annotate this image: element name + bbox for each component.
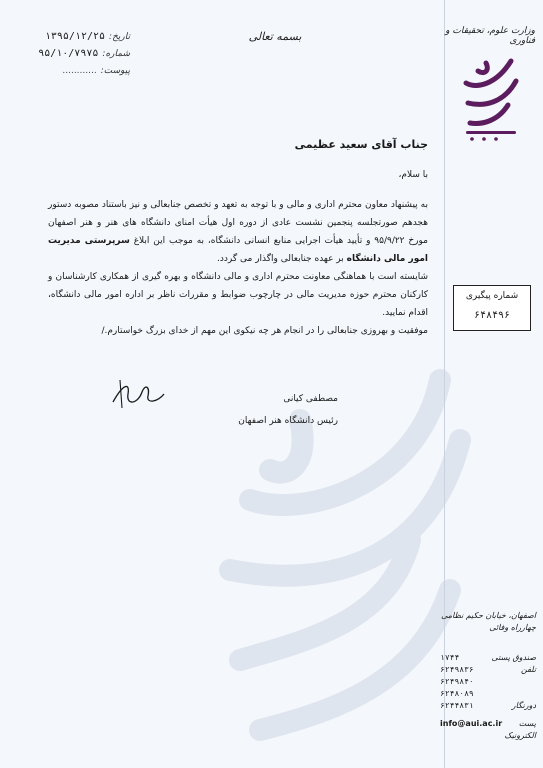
number-label: شماره: — [102, 48, 130, 59]
university-logo — [456, 55, 528, 145]
handwritten-signature — [108, 374, 168, 414]
pobox-row — [440, 652, 536, 664]
followup-label: شماره پیگیری — [465, 291, 519, 301]
email-link[interactable]: info@aui.ac.ir — [440, 719, 503, 728]
phone-3: ۶۲۴۸۰۸۹ — [440, 689, 474, 698]
letter-body — [48, 130, 428, 340]
address-line-1: اصفهان، خیابان حکیم نظامی — [441, 611, 536, 620]
pobox-label: صندوق پستی — [491, 653, 536, 662]
letter-metadata — [10, 28, 130, 79]
greeting: با سلام، — [398, 170, 428, 180]
email-row — [440, 718, 536, 742]
followup-number-box — [453, 285, 531, 331]
paragraph-appointment-end: بر عهده جنابعالی واگذار می گردد. — [217, 254, 347, 264]
date-value: ۱۳۹۵/۱۲/۲۵ — [44, 31, 106, 42]
signer-title: رئیس دانشگاه هنر اصفهان — [238, 416, 338, 426]
address-line-2: چهارراه وفائی — [489, 623, 536, 632]
email-label: پست الکترونیک — [504, 719, 536, 740]
paragraph-appointment-text: به پیشنهاد معاون محترم اداری و مالی و با توجه به تعهد و تخصص جنابعالی و نیز باستناد مصوبه دستور هجدهم صورتجلسه پنجمین نشست عادی از دوره اول هیأت امنای دانشگاه های هنر و هنر اصفهان مورخ ۹۵/۹/۲۲ و تأیید هیأت اجرایی منابع انسانی دانشگاه، به موجب این ابلاغ — [48, 200, 428, 246]
fax-label: دورنگار — [511, 701, 536, 710]
number-row — [10, 45, 130, 62]
date-label: تاریخ: — [109, 31, 130, 42]
attachment-dots: ............ — [62, 65, 97, 76]
phone-1: ۶۲۴۹۸۳۶ — [440, 665, 474, 674]
phone-row — [440, 664, 536, 700]
fax-value: ۶۲۴۴۸۳۱ — [440, 701, 474, 710]
invocation-heading: بسمه تعالی — [248, 30, 302, 43]
phone-label: تلفن — [520, 665, 536, 674]
paragraph-appointment — [48, 196, 428, 268]
paragraph-instructions: شایسته است با هماهنگی معاونت محترم اداری و مالی دانشگاه و بهره گیری از همکاری کارشناسان و کارکنان محترم حوزه مدیریت مالی در چارچوب ضوابط و مقررات ناظر بر اداره امور مالی دانشگاه، اقدام نمایید. — [48, 272, 428, 318]
paragraph-closing: موفقیت و بهروزی جنابعالی را در انجام هر چه نیکوی این مهم از خدای بزرگ خواستارم./ — [101, 326, 428, 336]
signer-name: مصطفی کیانی — [283, 394, 338, 404]
attachment-row — [10, 62, 130, 79]
followup-number: ۶۴۸۴۹۶ — [473, 310, 511, 321]
date-row — [10, 28, 130, 45]
contact-footer — [440, 610, 536, 742]
attachment-label: پیوست: — [100, 65, 130, 76]
address — [440, 610, 536, 634]
number-value: ۹۵/۱۰/۷۹۷۵ — [38, 48, 99, 59]
addressee: جناب آقای سعید عظیمی — [294, 138, 428, 151]
ministry-name: وزارت علوم، تحقیقات و فناوری — [445, 26, 535, 46]
fax-row — [440, 700, 536, 712]
phone-values — [440, 664, 474, 700]
phone-2: ۶۲۴۹۸۴۰ — [440, 677, 474, 686]
pobox-value: ۱۷۴۴ — [440, 653, 460, 662]
appointment-position: سرپرستی مدیریت امور مالی دانشگاه — [48, 236, 428, 264]
